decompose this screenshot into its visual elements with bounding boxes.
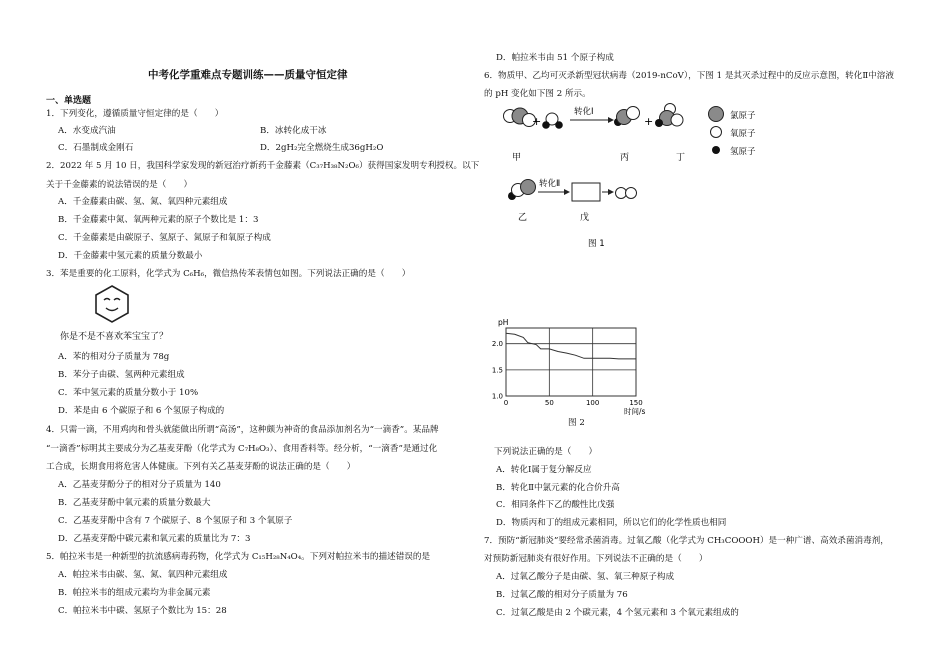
q1-option-b[interactable]: B．冰转化成干冰	[260, 126, 327, 136]
molecule-bing	[614, 107, 640, 127]
q3-option-d[interactable]: D．苯是由 6 个碳原子和 6 个氢原子构成的	[58, 406, 225, 416]
legend-chlorine-label: 氯原子	[730, 111, 756, 121]
section-heading: 一、单选题	[46, 96, 92, 106]
q3-option-b[interactable]: B．苯分子由碳、氢两种元素组成	[58, 370, 185, 380]
label-jia: 甲	[512, 153, 522, 163]
chart-y-tick-label: 1.0	[491, 392, 503, 401]
svg-text:+: +	[532, 115, 542, 128]
chart-x-tick-label: 150	[629, 399, 643, 407]
q1-stem: 1．下列变化，遵循质量守恒定律的是（ ）	[46, 109, 224, 119]
q6-option-b[interactable]: B．转化Ⅱ中氯元素的化合价升高	[496, 483, 620, 493]
q7-stem-line1: 7．预防“新冠肺炎”要经常杀菌消毒。过氧乙酸（化学式为 CH₃COOOH）是一种广谱、高效杀菌消毒剂，	[484, 536, 889, 546]
q4-stem-line3: 工合成，长期食用将危害人体健康。下列有关乙基麦芽酚的说法正确的是（ ）	[46, 462, 356, 472]
q4-option-c[interactable]: C．乙基麦芽酚中含有 7 个碳原子、8 个氢原子和 3 个氧原子	[58, 516, 293, 526]
q4-option-b[interactable]: B．乙基麦芽酚中氧元素的质量分数最大	[58, 498, 211, 508]
q5-option-d[interactable]: D．帕拉米韦由 51 个原子构成	[496, 53, 614, 63]
benzene-emoji-icon	[92, 284, 132, 324]
q6-question: 下列说法正确的是（ ）	[494, 447, 598, 457]
q3-stem: 3．苯是重要的化工原料，化学式为 C₆H₆，微信热传苯表情包如图。下列说法正确的是（ ）	[46, 269, 411, 279]
q7-option-b[interactable]: B．过氧乙酸的相对分子质量为 76	[496, 590, 628, 600]
conversion-2-label: 转化Ⅱ	[539, 179, 561, 189]
legend-hydrogen-swatch	[712, 146, 720, 154]
legend-chlorine-swatch	[709, 107, 724, 122]
q7-option-a[interactable]: A．过氧乙酸分子是由碳、氢、氧三种原子构成	[496, 572, 675, 582]
q2-stem-line2: 关于千金藤素的说法错误的是（ ）	[46, 180, 193, 190]
label-ding: 丁	[676, 153, 686, 163]
q1-option-d[interactable]: D．2gH₂完全燃烧生成36gH₂O	[260, 143, 384, 153]
chart-series-line	[506, 333, 636, 359]
ph-chart	[490, 316, 660, 428]
chart-y-tick-label: 1.5	[491, 366, 503, 375]
label-yi: 乙	[518, 213, 528, 223]
q6-option-d[interactable]: D．物质丙和丁的组成元素相同，所以它们的化学性质也相同	[496, 518, 727, 528]
q3-option-c[interactable]: C．苯中氢元素的质量分数小于 10%	[58, 388, 199, 398]
legend-hydrogen-label: 氢原子	[730, 147, 756, 157]
q2-option-c[interactable]: C．千金藤素是由碳原子、氢原子、氮原子和氧原子构成	[58, 233, 271, 243]
chart-y-tick-label: 2.0	[491, 340, 503, 349]
reaction-diagram	[484, 100, 784, 250]
page-title: 中考化学重难点专题训练——质量守恒定律	[148, 69, 348, 81]
chart-x-tick-label: 100	[585, 399, 600, 407]
product-box	[572, 183, 600, 201]
q5-stem: 5．帕拉米韦是一种新型的抗流感病毒药物，化学式为 C₁₅H₂₈N₄O₄。下列对帕拉米韦的描述错误的是	[46, 552, 431, 562]
q1-option-c[interactable]: C．石墨制成金刚石	[58, 143, 134, 153]
q4-option-a[interactable]: A．乙基麦芽酚分子的相对分子质量为 140	[58, 480, 221, 490]
label-bing: 丙	[620, 153, 630, 163]
q6-option-a[interactable]: A．转化Ⅰ属于复分解反应	[496, 465, 592, 475]
chart-frame	[506, 328, 636, 396]
legend-oxygen-swatch	[711, 127, 722, 138]
molecule-oxygen	[616, 188, 637, 199]
legend-oxygen-label: 氧原子	[730, 129, 756, 139]
figure-1-caption: 图 1	[588, 239, 605, 249]
q3-image-caption: 你是不是不喜欢苯宝宝了？	[60, 332, 169, 342]
q1-option-a[interactable]: A．水变成汽油	[58, 126, 116, 136]
q2-option-b[interactable]: B．千金藤素中氮、氧两种元素的原子个数比是 1：3	[58, 215, 259, 225]
q5-option-b[interactable]: B．帕拉米韦的组成元素均为非金属元素	[58, 588, 211, 598]
q6-stem-line2: 的 pH 变化如下图 2 所示。	[484, 89, 591, 99]
q6-stem-line1: 6．物质甲、乙均可灭杀新型冠状病毒（2019-nCoV），下图 1 是其灭杀过程中的反应示意图，转化Ⅱ中溶液	[484, 71, 894, 81]
q2-stem-line1: 2．2022 年 5 月 10 日，我国科学家发现的新冠治疗新药千金藤素（C₃₇H₃₈N₂O₆）获得国家发明专利授权。以下	[46, 161, 480, 171]
molecule-jia	[504, 108, 536, 127]
q5-option-a[interactable]: A．帕拉米韦由碳、氢、氮、氧四种元素组成	[58, 570, 228, 580]
chart-x-tick-label: 0	[503, 399, 509, 407]
q4-option-d[interactable]: D．乙基麦芽酚中碳元素和氧元素的质量比为 7：3	[58, 534, 251, 544]
label-wu: 戊	[580, 213, 590, 223]
q2-option-a[interactable]: A．千金藤素由碳、氢、氮、氧四种元素组成	[58, 197, 228, 207]
molecule-water	[542, 113, 563, 129]
svg-text:+: +	[644, 115, 654, 128]
q4-stem-line1: 4．只需一滴，不用鸡肉和骨头就能做出所谓“高汤”，这种颇为神奇的食品添加剂名为“一滴香”。某品牌	[46, 425, 439, 435]
q5-option-c[interactable]: C．帕拉米韦中碳、氢原子个数比为 15：28	[58, 606, 227, 616]
q2-option-d[interactable]: D．千金藤素中氢元素的质量分数最小	[58, 251, 203, 261]
molecule-yi	[508, 180, 536, 201]
conversion-1-label: 转化Ⅰ	[574, 107, 594, 117]
figure-2-caption: 图 2	[568, 418, 585, 428]
q6-option-c[interactable]: C．相同条件下乙的酸性比戊强	[496, 500, 615, 510]
molecule-ding	[655, 104, 683, 128]
q7-option-c[interactable]: C．过氧乙酸是由 2 个碳元素，4 个氢元素和 3 个氧元素组成的	[496, 608, 739, 618]
chart-y-axis-label: pH	[498, 318, 509, 327]
chart-x-axis-label: 时间/s	[624, 407, 646, 416]
chart-x-tick-label: 50	[544, 399, 554, 407]
q4-stem-line2: “一滴香”标明其主要成分为乙基麦芽酚（化学式为 C₇H₈O₃）、食用香料等。经分析，“一滴香”是通过化	[46, 444, 438, 454]
q3-option-a[interactable]: A．苯的相对分子质量为 78g	[58, 352, 170, 362]
q7-stem-line2: 对预防新冠肺炎有很好作用。下列说法不正确的是（ ）	[484, 554, 708, 564]
